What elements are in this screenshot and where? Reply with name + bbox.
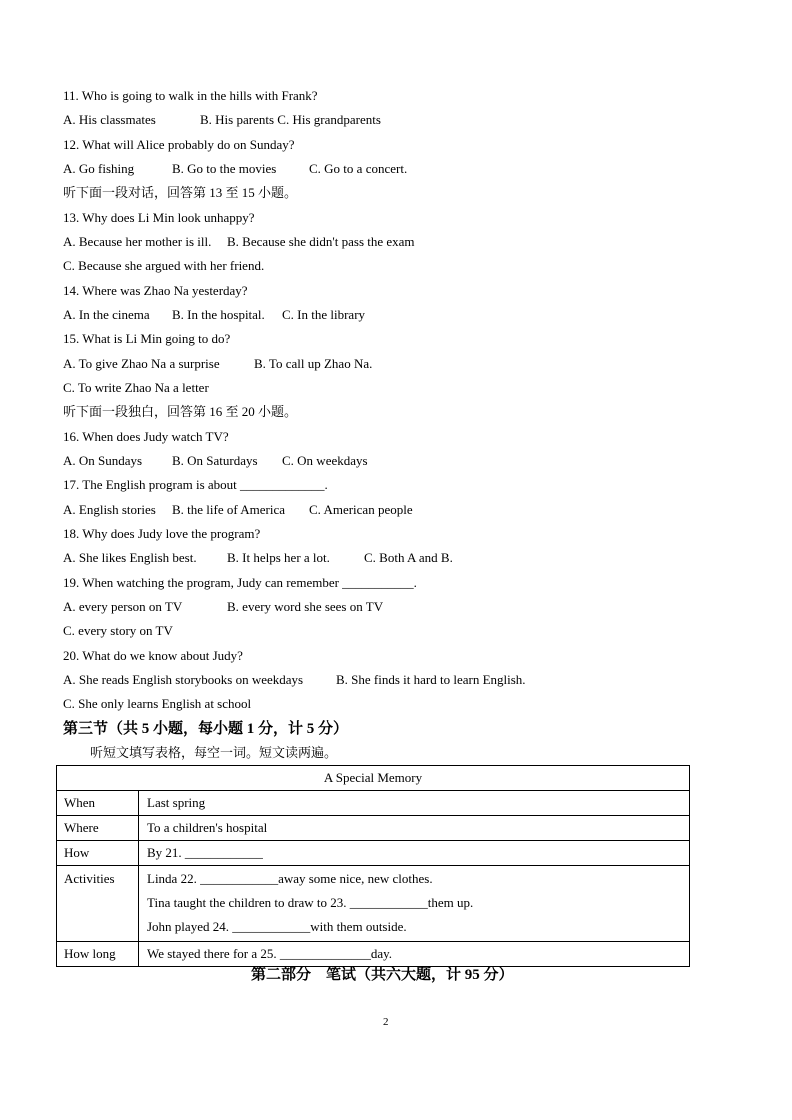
question-20-options-cont	[0, 692, 792, 716]
row-label-activities	[57, 866, 139, 942]
question-stem: 20. What do we know about Judy?	[63, 647, 243, 663]
question-18-options	[0, 546, 792, 570]
section-3-heading-line	[0, 717, 792, 741]
option-c: C. American people	[309, 501, 413, 517]
row-value-how: By 21. ____________	[139, 841, 690, 866]
instruction-text: 听下面一段对话，回答第 13 至 15 小题。	[63, 185, 298, 201]
row-value-activities	[139, 866, 690, 942]
section-3-instruction-line	[0, 741, 792, 765]
option-a: A. In the cinema	[63, 306, 150, 322]
question-11	[0, 84, 792, 108]
section-3-instruction: 听短文填写表格，每空一词。短文读两遍。	[90, 744, 338, 760]
instruction-text: 听下面一段独白，回答第 16 至 20 小题。	[63, 404, 298, 420]
question-15-options	[0, 352, 792, 376]
question-20	[0, 644, 792, 668]
table-title: A Special Memory	[57, 766, 690, 791]
option-b: B. the life of America	[172, 501, 285, 517]
page-number: 2	[383, 1016, 389, 1028]
question-stem: 11. Who is going to walk in the hills with Frank?	[63, 88, 318, 103]
option-b: B. She finds it hard to learn English.	[336, 671, 526, 687]
option-b: B. In the hospital.	[172, 306, 265, 322]
question-14-options	[0, 303, 792, 327]
activity-line: Tina taught the children to draw to 23. ____________them up.	[147, 895, 474, 910]
question-stem: 12. What will Alice probably do on Sunday?	[63, 136, 295, 152]
question-15-options-cont	[0, 376, 792, 400]
option-a: A. To give Zhao Na a surprise	[63, 355, 220, 371]
section-3-heading: 第三节（共 5 小题，每小题 1 分，计 5 分）	[63, 720, 349, 737]
question-18	[0, 522, 792, 546]
option-a: A. She reads English storybooks on weekdays	[63, 671, 304, 687]
part-2-heading: 第二部分 笔试（共六大题，计 95 分）	[251, 967, 514, 983]
option-b: B. To call up Zhao Na.	[254, 355, 373, 371]
question-stem: 13. Why does Li Min look unhappy?	[63, 209, 255, 225]
option-c: C. To write Zhao Na a letter	[63, 379, 209, 395]
option-c: C. Go to a concert.	[309, 160, 408, 176]
question-20-options	[0, 668, 792, 692]
option-c: C. On weekdays	[282, 452, 368, 468]
option-a: A. His classmates	[63, 112, 156, 128]
row-label-how: How	[57, 841, 139, 866]
question-15	[0, 327, 792, 351]
question-12-options	[0, 157, 792, 181]
question-17-options	[0, 498, 792, 522]
question-13	[0, 206, 792, 230]
question-19-options	[0, 595, 792, 619]
question-stem: 19. When watching the program, Judy can remember ___________.	[63, 574, 417, 590]
table-row	[57, 841, 690, 866]
memory-table	[56, 765, 690, 967]
table-header-row	[57, 766, 690, 791]
option-b: B. On Saturdays	[172, 452, 258, 468]
question-11-options	[0, 108, 792, 132]
listening-instruction	[0, 181, 792, 205]
question-list	[0, 84, 792, 765]
row-value-where: To a children's hospital	[139, 816, 690, 841]
option-c: C. His grandparents	[277, 112, 381, 128]
row-label-where: Where	[57, 816, 139, 841]
row-value-how-long: We stayed there for a 25. ______________day.	[139, 942, 690, 967]
question-stem: 18. Why does Judy love the program?	[63, 525, 261, 541]
activity-line: John played 24. ____________with them outside.	[147, 919, 407, 934]
option-c: C. Because she argued with her friend.	[63, 258, 265, 274]
option-c: C. every story on TV	[63, 623, 173, 639]
question-16-options	[0, 449, 792, 473]
option-b: B. Because she didn't pass the exam	[227, 233, 415, 249]
option-c: C. Both A and B.	[364, 550, 453, 566]
question-19-options-cont	[0, 619, 792, 643]
row-label-how-long: How long	[57, 942, 139, 967]
question-13-options-cont	[0, 254, 792, 278]
option-b: B. His parents	[200, 112, 275, 128]
table-row	[57, 791, 690, 816]
question-stem: 16. When does Judy watch TV?	[63, 428, 229, 444]
option-a: A. English stories	[63, 501, 156, 517]
question-stem: 17. The English program is about _____________.	[63, 477, 328, 493]
row-value-when: Last spring	[139, 791, 690, 816]
option-c: C. She only learns English at school	[63, 696, 252, 712]
option-a: A. Go fishing	[63, 160, 135, 176]
table-row	[57, 816, 690, 841]
option-b: B. It helps her a lot.	[227, 550, 330, 566]
option-a: A. every person on TV	[63, 598, 183, 614]
option-b: B. every word she sees on TV	[227, 598, 384, 614]
row-label-text: Activities	[64, 871, 115, 886]
table-row	[57, 942, 690, 967]
question-14	[0, 279, 792, 303]
listening-instruction	[0, 400, 792, 424]
activity-line: Linda 22. ____________away some nice, new clothes.	[147, 871, 433, 886]
question-17	[0, 473, 792, 497]
table-row	[57, 866, 690, 942]
question-16	[0, 425, 792, 449]
option-a: A. Because her mother is ill.	[63, 233, 212, 249]
question-stem: 15. What is Li Min going to do?	[63, 331, 231, 347]
question-stem: 14. Where was Zhao Na yesterday?	[63, 282, 248, 298]
question-12	[0, 133, 792, 157]
option-a: A. She likes English best.	[63, 550, 197, 566]
question-13-options	[0, 230, 792, 254]
question-19	[0, 571, 792, 595]
option-c: C. In the library	[282, 306, 366, 322]
row-label-when: When	[57, 791, 139, 816]
option-a: A. On Sundays	[63, 452, 143, 468]
option-group-bc	[200, 108, 381, 132]
option-b: B. Go to the movies	[172, 160, 277, 176]
